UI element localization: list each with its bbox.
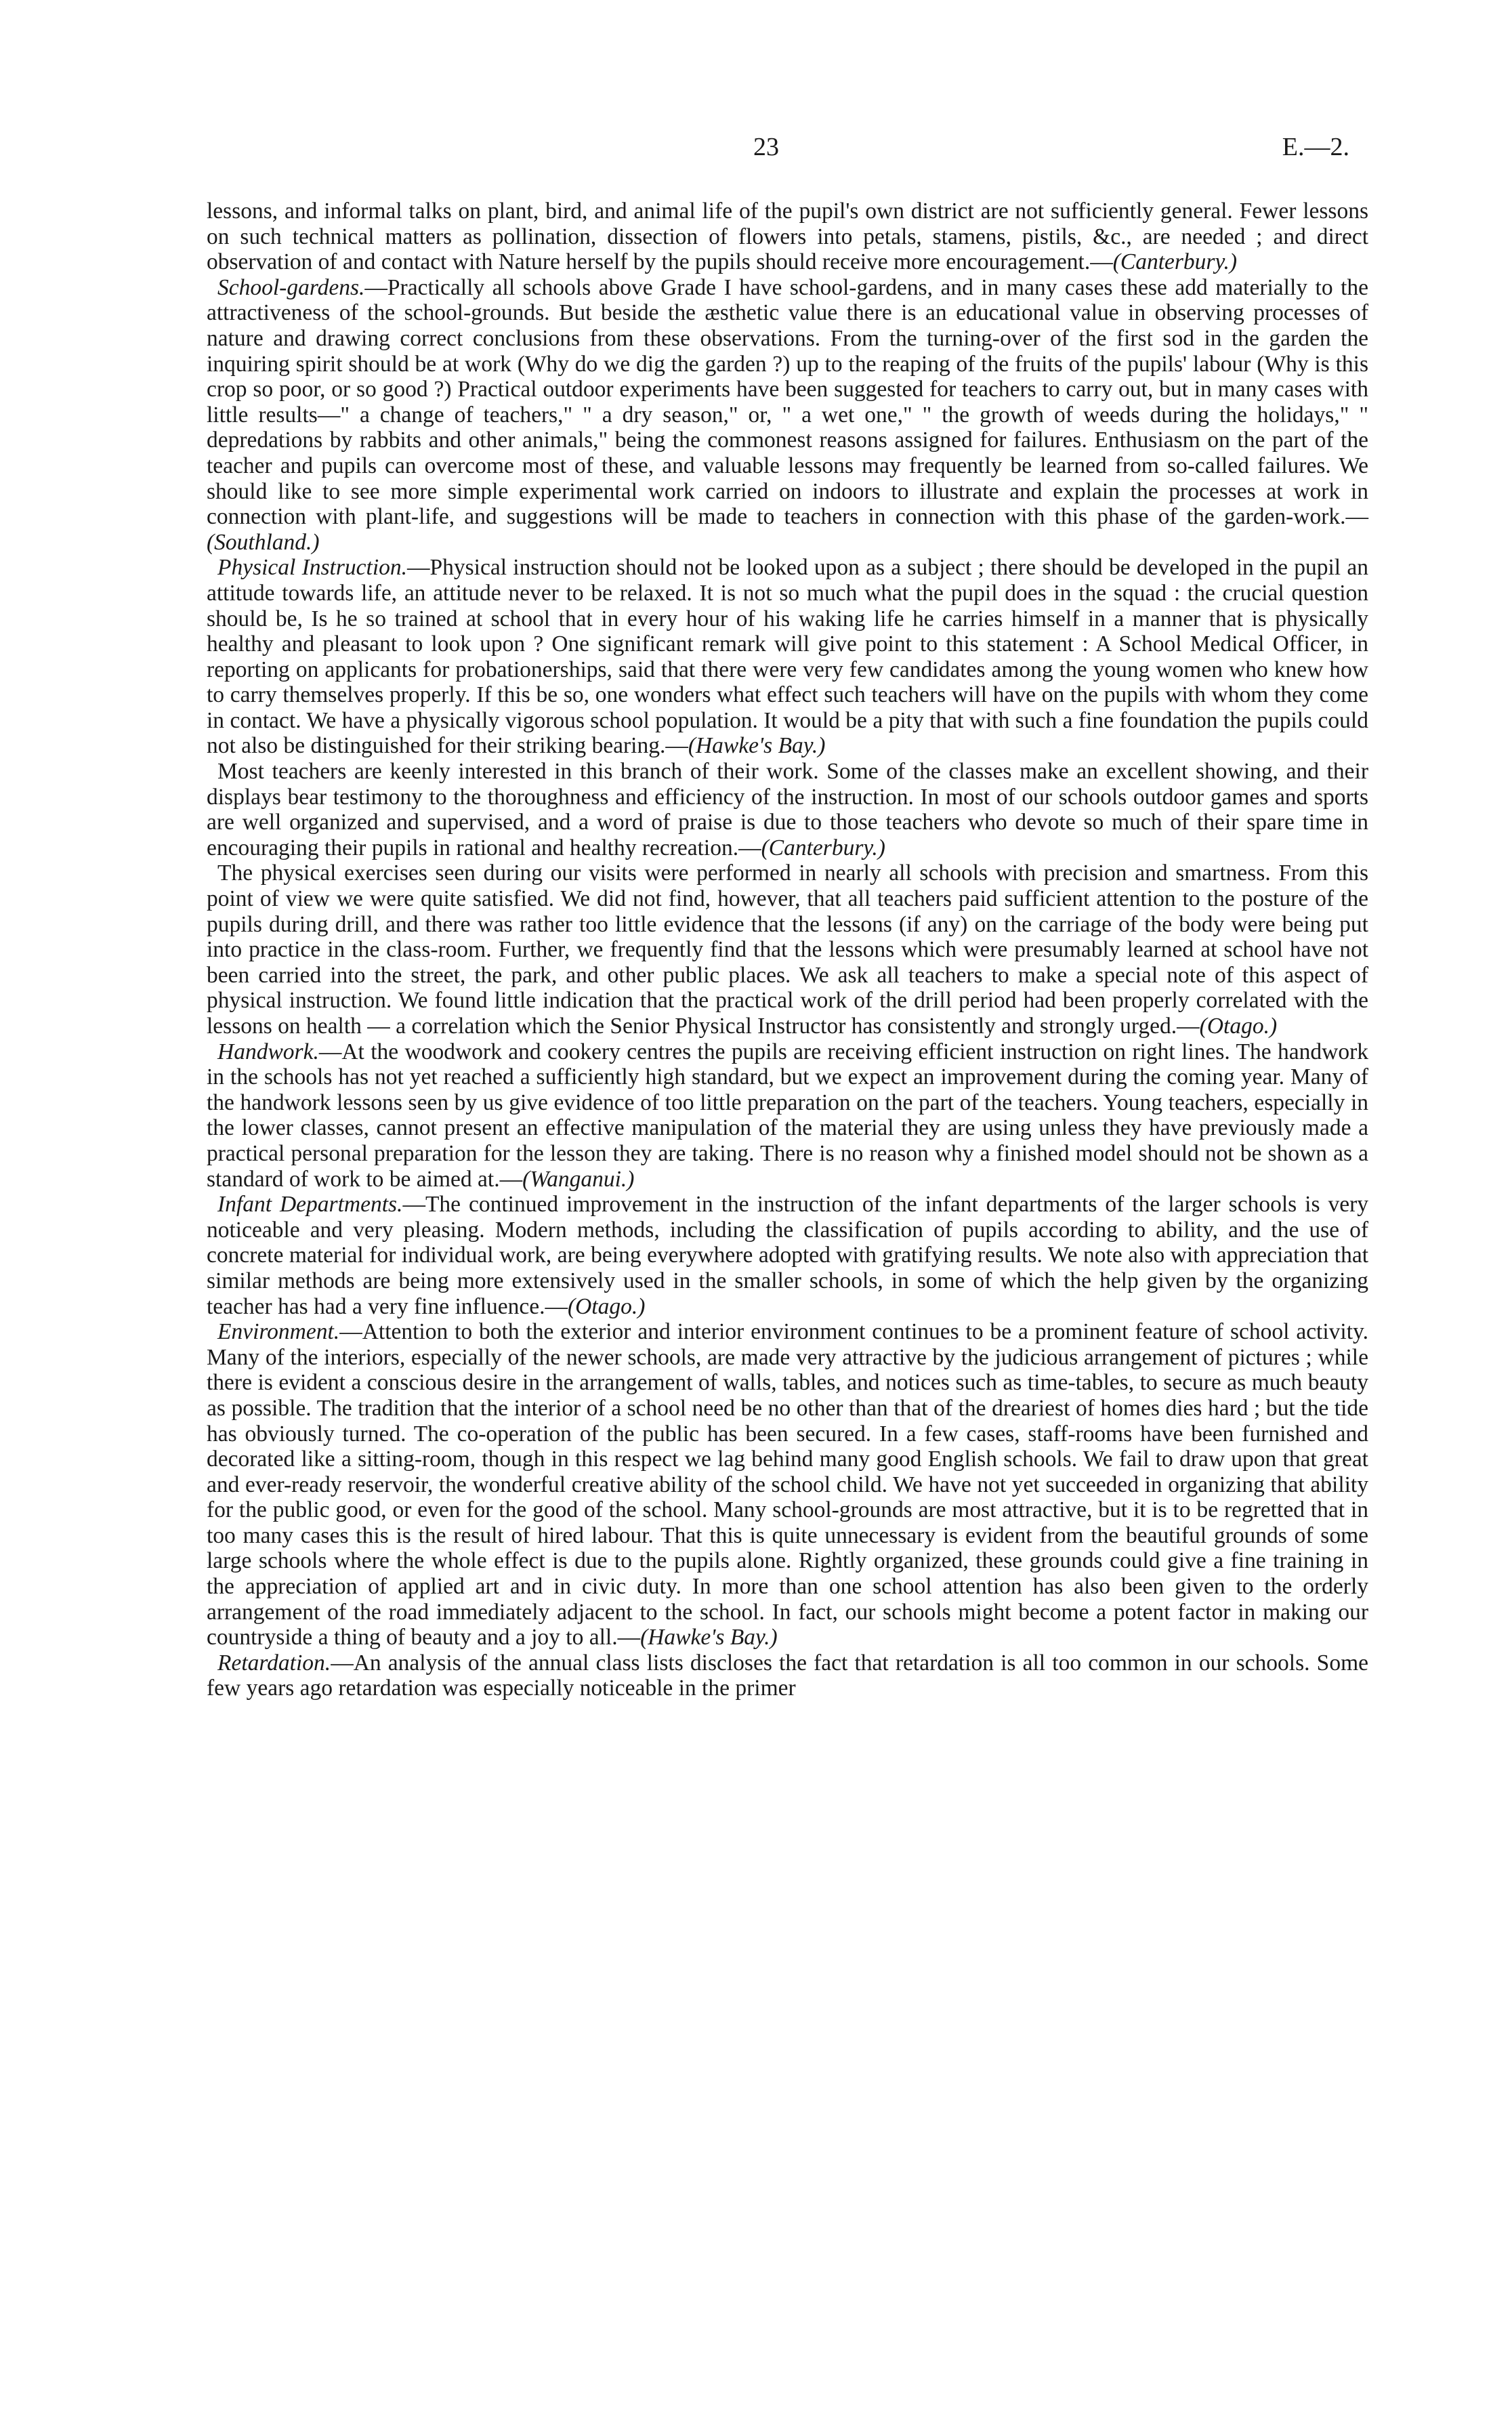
section-heading: Retardation.	[217, 1650, 331, 1676]
paragraph-source: (Canterbury.)	[1112, 249, 1238, 275]
paragraph-physical-instruction	[207, 555, 1368, 759]
paragraph-environment	[207, 1319, 1368, 1650]
paragraph-source: (Hawke's Bay.)	[688, 733, 826, 759]
paragraph-text: —Physical instruction should not be looked upon as a subject ; there should be developed in the pupil an attitude towards life, an attitude never to be relaxed. It is not so much what the pupil does in the squad : the crucial question should be, Is he so trained at school that in every hour of his waking life he carries himself in a manner that is physically healthy and pleasant to look upon ? One significant remark will give point to this statement : A School Medical Officer, in reporting on applicants for probationerships, said that there were very few candidates among the young women who knew how to carry themselves properly. If this be so, one wonders what effect such teachers will have on the pupils with whom they come in contact. We have a physically vigorous school population. It would be a pity that with such a fine foundation the pupils could not also be distinguished for their striking bearing.—	[207, 555, 1368, 759]
paragraph-source: (Southland.)	[207, 529, 320, 555]
paragraph-text: —Practically all schools above Grade I have school-gardens, and in many cases these add materially to the attractiveness of the school-grounds. But beside the æsthetic value there is an educational value in observing processes of nature and drawing correct conclusions from these observations. From the turning-over of the first sod in the garden the inquiring spirit should be at work (Why do we dig the garden ?) up to the reaping of the fruits of the pupils' labour (Why is this crop so poor, or so good ?) Practical outdoor experiments have been suggested for teachers to carry out, but in many cases with little results—" a change of teachers," " a dry season," or, " a wet one," " the growth of weeds during the holidays," " depredations by rabbits and other animals," being the commonest reasons assigned for failures. Enthusiasm on the part of the teacher and pupils can overcome most of these, and valuable lessons may frequently be learned from so-called failures. We should like to see more simple experimental work carried on indoors to illustrate and explain the processes at work in connection with plant-life, and suggestions will be made to teachers in connection with this phase of the garden-work.—	[207, 274, 1368, 530]
section-heading: School-gardens.	[217, 274, 365, 300]
paragraph-infant-departments	[207, 1192, 1368, 1319]
document-reference: E.—2.	[1282, 133, 1349, 161]
paragraph-handwork	[207, 1039, 1368, 1192]
page-header	[0, 132, 1512, 173]
paragraph-text: Most teachers are keenly interested in this branch of their work. Some of the classes make an excellent showing, and their displays bear testimony to the thoroughness and efficiency of the instruction. In most of our schools outdoor games and sports are well organized and supervised, and a word of praise is due to those teachers who devote so much of their spare time in encouraging their pupils in rational and healthy recreation.—	[207, 759, 1368, 860]
paragraph-source: (Wanganui.)	[522, 1166, 635, 1192]
paragraph-text: —At the woodwork and cookery centres the pupils are receiving efficient instruction on right lines. The handwork in the schools has not yet reached a sufficiently high standard, but we expect an improvement during the coming year. Many of the handwork lessons seen by us give evidence of too little preparation on the part of the teachers. Young teachers, especially in the lower classes, cannot present an effective manipulation of the material they are using unless they have previously made a practical personal preparation for the lesson they are taking. There is no reason why a finished model should not be shown as a standard of work to be aimed at.—	[207, 1039, 1368, 1192]
paragraph-school-gardens	[207, 275, 1368, 556]
paragraph-source: (Canterbury.)	[761, 835, 885, 860]
paragraph-text: The physical exercises seen during our visits were performed in nearly all schools with precision and smartness. From this point of view we were quite satisfied. We did not find, however, that all teachers paid sufficient attention to the posture of the pupils during drill, and there was rather too little evidence that the lessons (if any) on the carriage of the body were being put into practice in the class-room. Further, we frequently find that the lessons which were presumably learned at school have not been carried into the street, the park, and other public places. We ask all teachers to make a special note of this aspect of physical instruction. We found little indication that the practical work of the drill period had been properly correlated with the lessons on health — a correlation which the Senior Physical Instructor has consistently and strongly urged.—	[207, 860, 1368, 1039]
paragraph-source: (Hawke's Bay.)	[640, 1625, 778, 1650]
report-body	[207, 199, 1368, 1701]
paragraph-source: (Otago.)	[1199, 1014, 1278, 1039]
paragraph-physical-otago	[207, 860, 1368, 1039]
paragraph-physical-canterbury	[207, 759, 1368, 860]
section-heading: Environment.	[217, 1319, 340, 1345]
paragraph-nature-study	[207, 199, 1368, 275]
section-heading: Infant Departments.	[217, 1192, 403, 1218]
paragraph-text: —The continued improvement in the instruction of the infant departments of the larger schools is very noticeable and very pleasing. Modern methods, including the classification of pupils according to ability, and the use of concrete material for individual work, are being everywhere adopted with gratifying results. We note also with appreciation that similar methods are being more extensively used in the smaller schools, in some of which the help given by the organizing teacher has had a very fine influence.—	[207, 1192, 1368, 1319]
paragraph-retardation	[207, 1650, 1368, 1701]
paragraph-source: (Otago.)	[567, 1293, 646, 1319]
paragraph-text: lessons, and informal talks on plant, bird, and animal life of the pupil's own district are not sufficiently general. Fewer lessons on such technical matters as pollination, dissection of flowers into petals, stamens, pistils, &c., are needed ; and direct observation of and contact with Nature herself by the pupils should receive more encouragement.—	[207, 199, 1368, 275]
section-heading: Physical Instruction.	[217, 555, 408, 581]
paragraph-text: —An analysis of the annual class lists discloses the fact that retardation is all too common in our schools. Some few years ago retardation was especially noticeable in the primer	[207, 1650, 1368, 1701]
section-heading: Handwork.	[217, 1039, 319, 1064]
page-number: 23	[753, 133, 779, 161]
paragraph-text: —Attention to both the exterior and interior environment continues to be a prominent feature of school activity. Many of the interiors, especially of the newer schools, are made very attractive by the judicious arrangement of pictures ; while there is evident a conscious desire in the arrangement of walls, tables, and notices such as time-tables, to secure as much beauty as possible. The tradition that the interior of a school need be no other than that of the dreariest of homes dies hard ; but the tide has obviously turned. The co-operation of the public has been secured. In a few cases, staff-rooms have been furnished and decorated like a sitting-room, though in this respect we lag behind many good English schools. We fail to draw upon that great and ever-ready reservoir, the wonderful creative ability of the school child. We have not yet succeeded in organizing that ability for the public good, or even for the good of the school. Many school-grounds are most attractive, but it is to be regretted that in too many cases this is the result of hired labour. That this is quite unnecessary is evident from the beautiful grounds of some large schools where the whole effect is due to the pupils alone. Rightly organized, these grounds could give a fine training in the appreciation of applied art and in civic duty. In more than one school attention has also been given to the orderly arrangement of the road immediately adjacent to the school. In fact, our schools might become a potent factor in making our countryside a thing of beauty and a joy to all.—	[207, 1319, 1368, 1650]
